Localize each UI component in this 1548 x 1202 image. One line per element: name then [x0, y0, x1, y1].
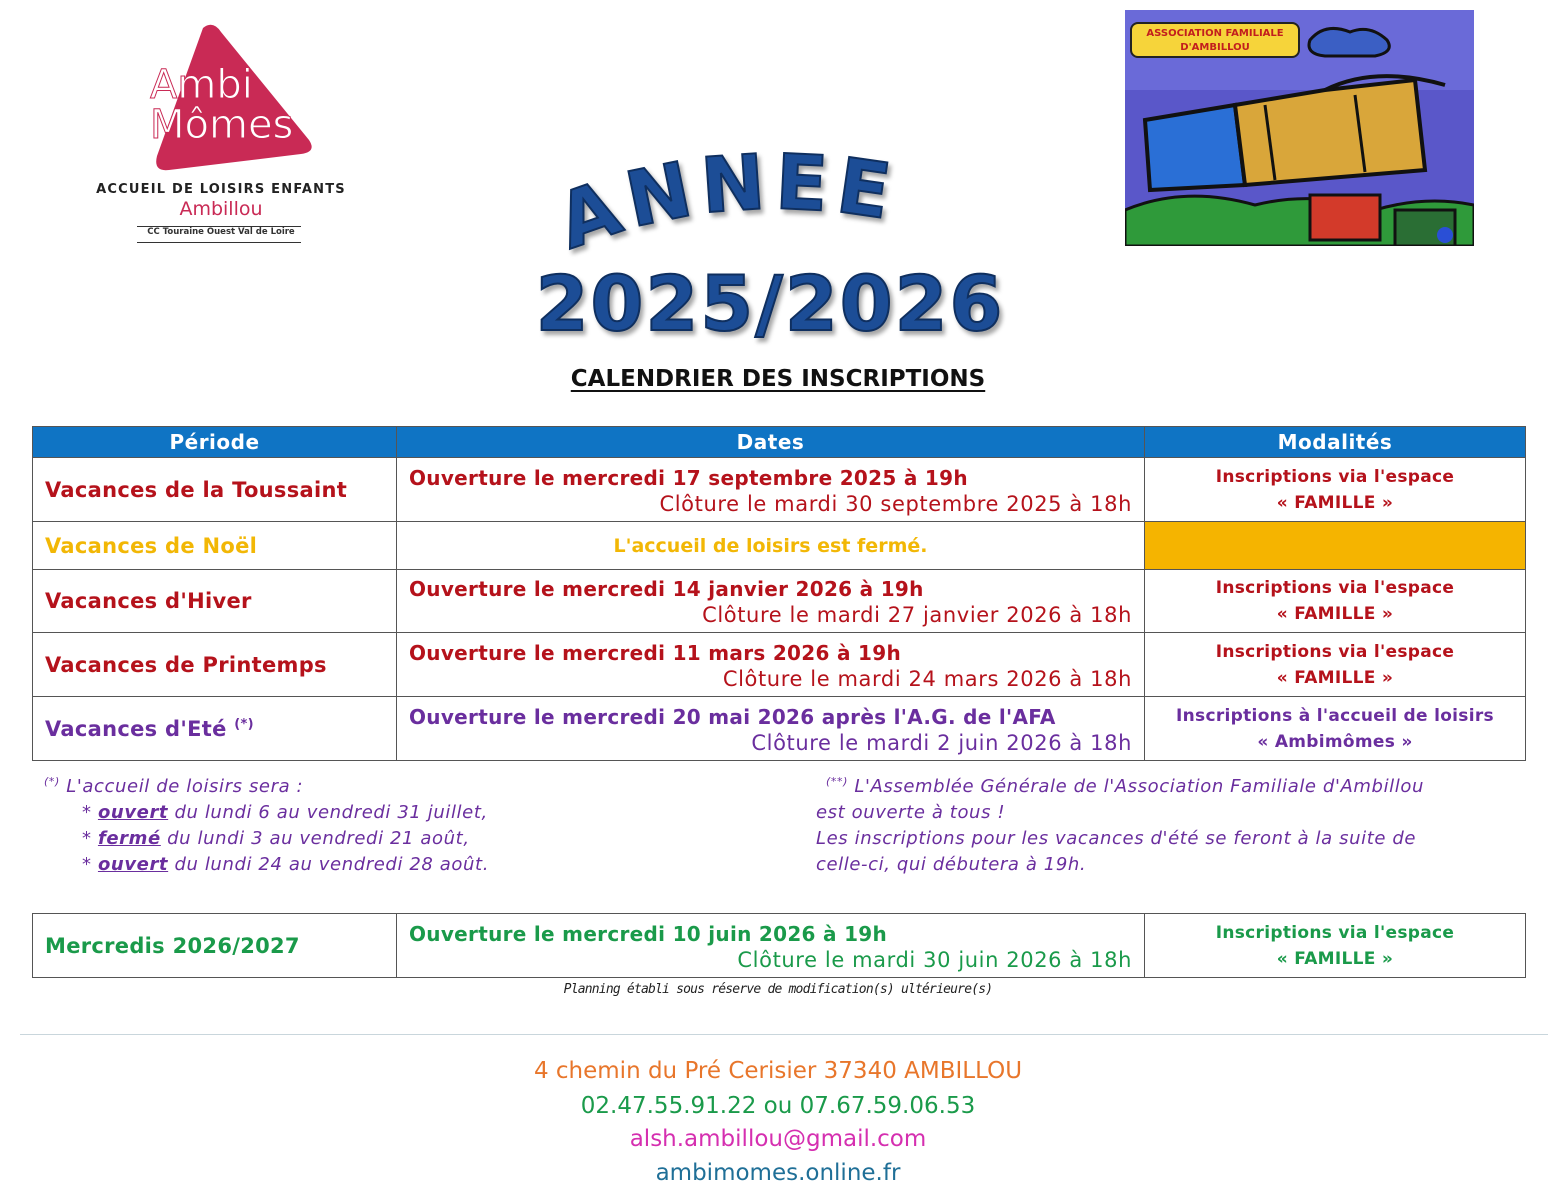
note-intro-text: L'accueil de loisirs sera :	[66, 776, 304, 797]
subtitle-text: CALENDRIER DES INSCRIPTIONS	[570, 366, 986, 392]
modality-line: Inscriptions via l'espace	[1215, 466, 1455, 487]
dates-cell	[397, 633, 1145, 697]
note-line	[816, 769, 1424, 800]
summer-note	[44, 769, 489, 878]
website-link[interactable]: ambimomes.online.fr	[655, 1160, 901, 1186]
email-link[interactable]: alsh.ambillou@gmail.com	[629, 1126, 927, 1152]
note-line: est ouverte à tous !	[816, 802, 1006, 823]
year-title	[460, 150, 1100, 350]
note-mark: (**)	[826, 775, 848, 788]
header-period: Période	[33, 427, 397, 458]
dates-cell	[397, 914, 1145, 978]
note-text: L'Assemblée Générale de l'Association Familiale d'Ambillou	[854, 776, 1424, 797]
modality-space: « FAMILLE »	[1276, 492, 1394, 513]
ambimomes-logo	[95, 20, 347, 246]
closing-date: Clôture le mardi 27 janvier 2026 à 18h	[702, 603, 1132, 627]
address: 4 chemin du Pré Cerisier 37340 AMBILLOU	[533, 1058, 1023, 1084]
logo-subtitle: ACCUEIL DE LOISIRS ENFANTS	[96, 182, 346, 197]
opening-date: Ouverture le mercredi 11 mars 2026 à 19h	[409, 640, 901, 665]
note-item-text: du lundi 24 au vendredi 28 août.	[168, 854, 490, 875]
logo-text-ambi: Ambi	[150, 62, 253, 108]
table-row	[33, 522, 1526, 570]
association-tag: ASSOCIATION FAMILIALE D'AMBILLOU	[1130, 22, 1300, 58]
planning-disclaimer: Planning établi sous réserve de modification(s) ultérieure(s)	[563, 982, 993, 997]
closing-date: Clôture le mardi 30 septembre 2025 à 18h	[659, 491, 1132, 516]
note-item	[44, 852, 489, 878]
status-closed: fermé	[97, 828, 161, 849]
closed-notice: L'accueil de loisirs est fermé.	[397, 522, 1145, 570]
header-modalities: Modalités	[1145, 427, 1526, 458]
logo-community: CC Touraine Ouest Val de Loire	[147, 227, 295, 237]
opening-date: Ouverture le mercredi 14 janvier 2026 à 19h	[409, 577, 924, 601]
modality-line: Inscriptions via l'espace	[1215, 578, 1455, 598]
title-year: 2025/2026	[535, 259, 1005, 348]
period-cell: Vacances d'Hiver	[33, 570, 397, 633]
table-row	[33, 570, 1526, 633]
modality-cell	[1145, 914, 1526, 978]
modality-cell	[1145, 697, 1526, 761]
footer-divider	[20, 1034, 1548, 1035]
note-item	[44, 800, 489, 826]
status-open: ouvert	[97, 802, 169, 823]
table-row	[33, 458, 1526, 522]
bullet: *	[82, 854, 92, 875]
page-subtitle	[0, 366, 1548, 392]
modality-space: « FAMILLE »	[1276, 604, 1394, 624]
table-row	[33, 633, 1526, 697]
note-mark: (*)	[44, 775, 60, 788]
period-cell: Vacances de la Toussaint	[33, 458, 397, 522]
closing-date: Clôture le mardi 30 juin 2026 à 18h	[737, 947, 1132, 972]
table-row	[33, 697, 1526, 761]
dates-cell	[397, 570, 1145, 633]
modality-line: Inscriptions à l'accueil de loisirs	[1176, 705, 1494, 726]
registration-table	[32, 426, 1526, 761]
modality-line: Inscriptions via l'espace	[1215, 641, 1455, 662]
logo-triangle-icon	[95, 20, 347, 180]
closing-date: Clôture le mardi 24 mars 2026 à 18h	[722, 666, 1132, 691]
closing-date: Clôture le mardi 2 juin 2026 à 18h	[751, 730, 1132, 755]
modality-space: « FAMILLE »	[1276, 667, 1394, 688]
modality-space: « FAMILLE »	[1276, 948, 1394, 969]
opening-date: Ouverture le mercredi 10 juin 2026 à 19h	[409, 921, 888, 946]
opening-date: Ouverture le mercredi 17 septembre 2025 à 19h	[409, 465, 968, 490]
bullet: *	[82, 802, 92, 823]
note-line: Les inscriptions pour les vacances d'été se feront à la suite de	[816, 828, 1417, 849]
note-item	[44, 826, 489, 852]
modality-cell	[1145, 633, 1526, 697]
period-cell: Vacances de Noël	[33, 522, 397, 570]
note-item-text: du lundi 3 au vendredi 21 août,	[160, 828, 470, 849]
modality-cell	[1145, 458, 1526, 522]
period-cell	[33, 697, 397, 761]
logo-text-momes: Mômes	[150, 102, 294, 148]
period-cell: Mercredis 2026/2027	[33, 914, 397, 978]
modality-line: Inscriptions via l'espace	[1215, 922, 1455, 943]
association-drawing	[1125, 10, 1474, 246]
logo-divider	[137, 242, 301, 243]
modality-cell-empty	[1145, 522, 1526, 570]
svg-text:ANNEE	[546, 150, 904, 266]
bullet: *	[82, 828, 92, 849]
period-cell: Vacances de Printemps	[33, 633, 397, 697]
phone-numbers: 02.47.55.91.22 ou 07.67.59.06.53	[580, 1093, 976, 1119]
modality-cell	[1145, 570, 1526, 633]
note-intro	[44, 769, 489, 800]
dates-cell	[397, 697, 1145, 761]
note-item-text: du lundi 6 au vendredi 31 juillet,	[168, 802, 488, 823]
period-label: Vacances d'Eté	[45, 716, 227, 741]
table-row	[33, 914, 1526, 978]
footnote-mark: (*)	[234, 716, 254, 732]
title-annee: ANNEE	[546, 150, 904, 267]
wednesday-table	[32, 913, 1526, 978]
note-line: celle-ci, qui débutera à 19h.	[816, 854, 1087, 875]
opening-date: Ouverture le mercredi 20 mai 2026 après l'A.G. de l'AFA	[409, 704, 1056, 729]
assembly-note	[816, 769, 1424, 878]
logo-town: Ambillou	[179, 198, 263, 220]
header-dates: Dates	[397, 427, 1145, 458]
status-open: ouvert	[97, 854, 169, 875]
dates-cell	[397, 458, 1145, 522]
table-header-row	[33, 427, 1526, 458]
modality-space: « Ambimômes »	[1257, 731, 1413, 752]
